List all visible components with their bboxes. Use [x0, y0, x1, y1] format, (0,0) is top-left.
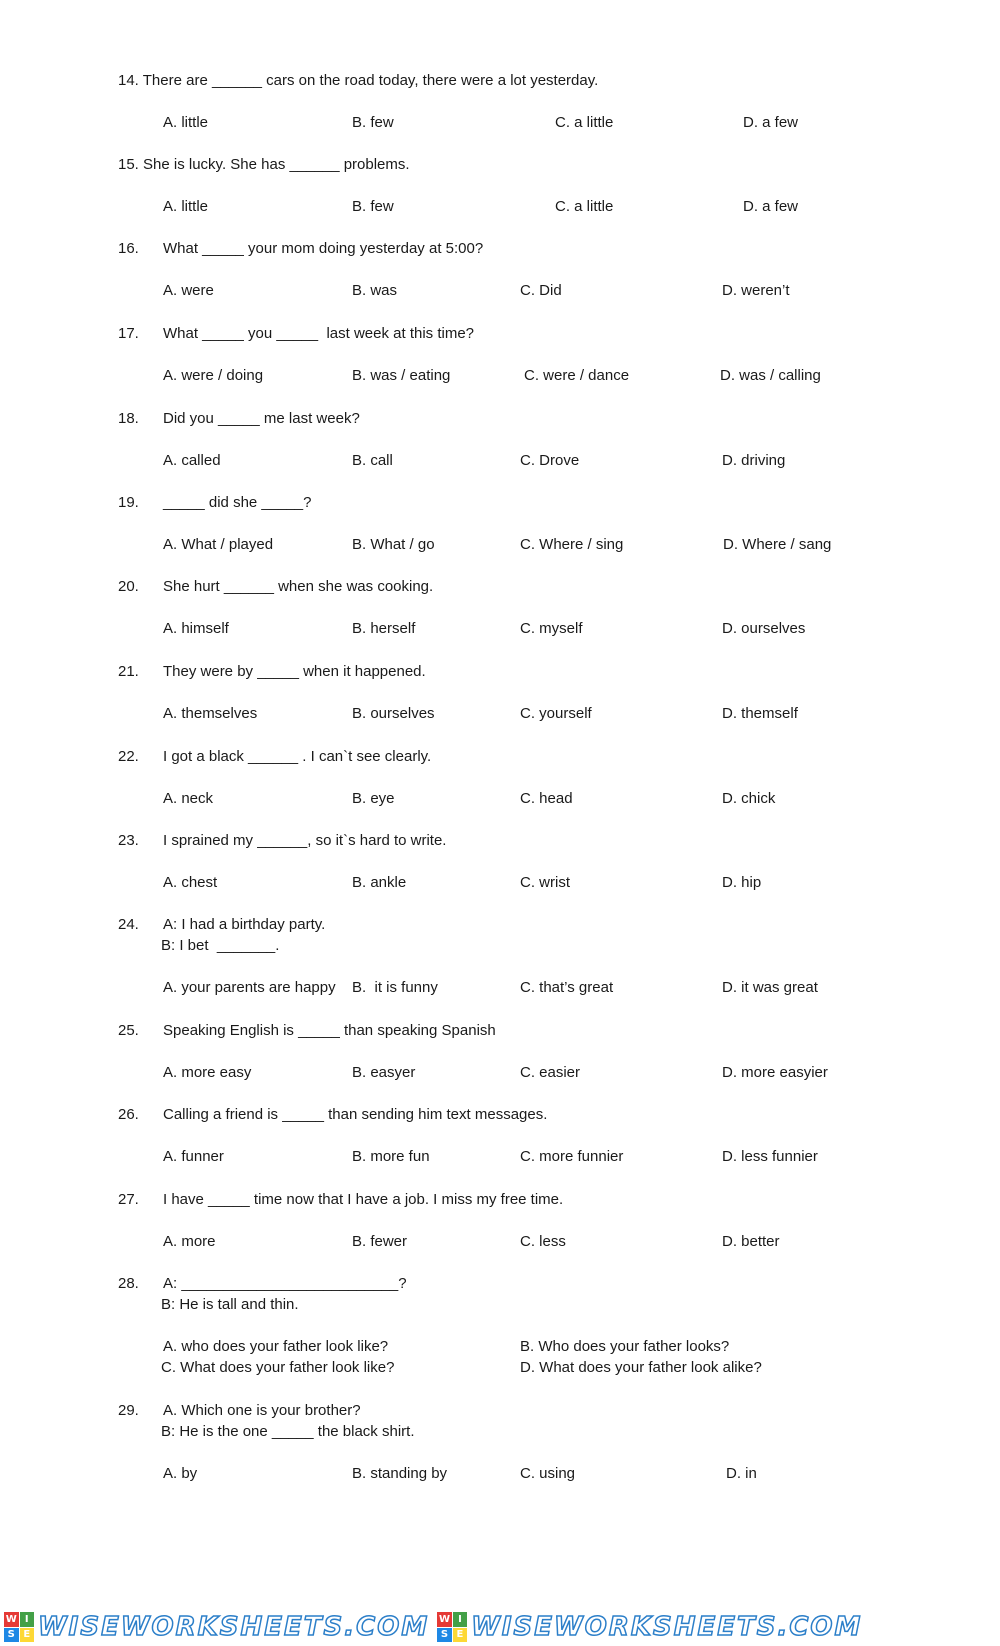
answer-option: A. were / doing [163, 367, 264, 384]
answer-option: D. weren’t [722, 282, 790, 299]
footer-logo-2 [433, 1612, 862, 1642]
question-number: 19. [118, 494, 139, 511]
question-number: 20. [118, 578, 139, 595]
question-number: 24. [118, 916, 139, 933]
question-text: They were by _____ when it happened. [163, 663, 426, 680]
question-number: 16. [118, 240, 139, 257]
answer-option: A. little [163, 114, 209, 131]
answer-option: D. ourselves [722, 620, 806, 637]
question-text: A. Which one is your brother? [163, 1402, 361, 1419]
question-number: 22. [118, 748, 139, 765]
question-text-line2: B: He is tall and thin. [161, 1296, 299, 1313]
answer-option: A. himself [163, 620, 229, 637]
question-text: Calling a friend is _____ than sending him text messages. [163, 1106, 548, 1123]
answer-option: B. call [352, 452, 393, 469]
question-text: 14. There are ______ cars on the road today, there were a lot yesterday. [118, 72, 599, 89]
question-number: 18. [118, 410, 139, 427]
answer-option: B. few [352, 198, 394, 215]
answer-option: D. themself [722, 705, 798, 722]
answer-option: C. a little [555, 114, 614, 131]
answer-option: B. What / go [352, 536, 435, 553]
answer-option: D. it was great [722, 979, 818, 996]
question-number: 17. [118, 325, 139, 342]
answer-option: D. more easyier [722, 1064, 828, 1081]
question-number: 29. [118, 1402, 139, 1419]
footer-logo-text: WISEWORKSHEETS.COM [38, 1612, 430, 1642]
answer-option: C. easier [520, 1064, 581, 1081]
answer-option: A. What / played [163, 536, 274, 553]
answer-option: C. What does your father look like? [161, 1359, 395, 1376]
question-text: A: __________________________? [163, 1275, 407, 1292]
answer-option: D. better [722, 1233, 780, 1250]
answer-option: B. it is funny [352, 979, 438, 996]
logo-mark-icon: W I S E [4, 1612, 34, 1642]
question-text: A: I had a birthday party. [163, 916, 326, 933]
footer-logo-1 [0, 1612, 429, 1642]
answer-option: B. Who does your father looks? [520, 1338, 730, 1355]
question-text: Did you _____ me last week? [163, 410, 360, 427]
answer-option: B. more fun [352, 1148, 430, 1165]
question-text: I got a black ______ . I can`t see clearly. [163, 748, 432, 765]
answer-option: A. neck [163, 790, 214, 807]
question-text: 15. She is lucky. She has ______ problems. [118, 156, 410, 173]
answer-option: C. Drove [520, 452, 580, 469]
answer-option: D. chick [722, 790, 776, 807]
answer-option: A. funner [163, 1148, 224, 1165]
answer-option: C. a little [555, 198, 614, 215]
answer-option: A. called [163, 452, 221, 469]
footer-logo-text: WISEWORKSHEETS.COM [471, 1612, 863, 1642]
question-text-line2: B: He is the one _____ the black shirt. [161, 1423, 415, 1440]
question-text: I have _____ time now that I have a job. I miss my free time. [163, 1191, 564, 1208]
answer-option: D. was / calling [720, 367, 821, 384]
answer-option: A. your parents are happy [163, 979, 336, 996]
question-text: She hurt ______ when she was cooking. [163, 578, 434, 595]
answer-option: A. by [163, 1465, 198, 1482]
question-text: What _____ your mom doing yesterday at 5:00? [163, 240, 484, 257]
answer-option: D. in [726, 1465, 757, 1482]
answer-option: C. wrist [520, 874, 570, 891]
answer-option: D. a few [743, 114, 799, 131]
question-number: 21. [118, 663, 139, 680]
answer-option: A. little [163, 198, 209, 215]
question-text: What _____ you _____ last week at this time? [163, 325, 475, 342]
answer-option: D. driving [722, 452, 786, 469]
answer-option: C. less [520, 1233, 566, 1250]
answer-option: D. hip [722, 874, 762, 891]
answer-option: C. more funnier [520, 1148, 624, 1165]
answer-option: B. was [352, 282, 398, 299]
question-number: 27. [118, 1191, 139, 1208]
answer-option: B. fewer [352, 1233, 408, 1250]
answer-option: B. easyer [352, 1064, 416, 1081]
answer-option: B. herself [352, 620, 416, 637]
answer-option: D. a few [743, 198, 799, 215]
answer-option: A. themselves [163, 705, 258, 722]
answer-option: A. more [163, 1233, 216, 1250]
question-number: 28. [118, 1275, 139, 1292]
question-number: 23. [118, 832, 139, 849]
question-number: 26. [118, 1106, 139, 1123]
answer-option: A. were [163, 282, 214, 299]
answer-option: C. using [520, 1465, 576, 1482]
answer-option: D. Where / sang [723, 536, 832, 553]
answer-option: C. Where / sing [520, 536, 624, 553]
answer-option: C. head [520, 790, 573, 807]
answer-option: B. eye [352, 790, 395, 807]
answer-option: C. Did [520, 282, 562, 299]
question-text-line2: B: I bet _______. [161, 937, 280, 954]
question-text: Speaking English is _____ than speaking Spanish [163, 1022, 496, 1039]
answer-option: C. yourself [520, 705, 592, 722]
answer-option: B. ankle [352, 874, 407, 891]
question-text: I sprained my ______, so it`s hard to write. [163, 832, 447, 849]
answer-option: C. that’s great [520, 979, 614, 996]
answer-option: B. was / eating [352, 367, 451, 384]
logo-mark-icon: W I S E [437, 1612, 467, 1642]
answer-option: D. less funnier [722, 1148, 818, 1165]
answer-option: A. more easy [163, 1064, 252, 1081]
answer-option: D. What does your father look alike? [520, 1359, 762, 1376]
answer-option: B. few [352, 114, 394, 131]
question-text: _____ did she _____? [163, 494, 312, 511]
answer-option: C. myself [520, 620, 583, 637]
answer-option: C. were / dance [524, 367, 630, 384]
answer-option: B. ourselves [352, 705, 435, 722]
answer-option: A. chest [163, 874, 218, 891]
footer-banner [0, 1608, 1000, 1646]
question-number: 25. [118, 1022, 139, 1039]
answer-option: B. standing by [352, 1465, 448, 1482]
answer-option: A. who does your father look like? [163, 1338, 389, 1355]
